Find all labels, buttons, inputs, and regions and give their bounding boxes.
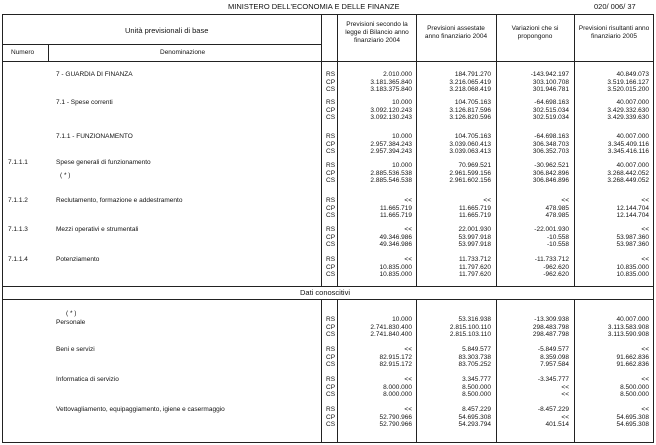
row-code: CS bbox=[326, 361, 336, 368]
value-cell: 306.842.896 bbox=[532, 169, 569, 177]
value-cell: 8.457.229 bbox=[462, 406, 491, 413]
value-cell: 91.662.836 bbox=[616, 361, 649, 368]
row-code: CP bbox=[326, 353, 336, 361]
value-cell: 53.997.918 bbox=[458, 241, 491, 248]
upb-name: Reclutamento, formazione e addestramento bbox=[56, 197, 183, 204]
value-cell: 70.969.521 bbox=[458, 162, 491, 169]
row-code: RS bbox=[326, 197, 336, 204]
row-code: CS bbox=[326, 331, 336, 338]
value-cell: 3.345.409.116 bbox=[607, 140, 649, 148]
value-cell: 53.997.918 bbox=[458, 233, 491, 241]
value-cell: 8.500.000 bbox=[620, 383, 649, 391]
value-cell: 40.007.000 bbox=[616, 99, 649, 106]
row-code: RS bbox=[326, 162, 336, 169]
row-code: CS bbox=[326, 271, 336, 278]
value-cell: 54.695.308 bbox=[616, 421, 649, 428]
value-cell: 2.815.100.110 bbox=[449, 323, 491, 331]
value-cell: 91.662.836 bbox=[616, 353, 649, 361]
value-cell: 82.915.172 bbox=[379, 361, 412, 368]
header-col1: Previsioni secondo la legge di Bilancio anno finanziario 2004 bbox=[345, 21, 409, 45]
value-cell: 40.007.000 bbox=[616, 316, 649, 323]
row-code: RS bbox=[326, 99, 336, 106]
border-left bbox=[2, 14, 3, 442]
value-cell: << bbox=[561, 383, 569, 391]
upb-name: 7.1.1 - FUNZIONAMENTO bbox=[56, 133, 133, 140]
value-cell: 53.316.938 bbox=[458, 316, 491, 323]
value-cell: 40.007.000 bbox=[616, 162, 649, 169]
row-code: RS bbox=[326, 376, 336, 383]
value-cell: << bbox=[641, 376, 649, 383]
upb-number: 7.1.1.2 bbox=[8, 197, 28, 204]
upb-name: Potenziamento bbox=[56, 256, 100, 263]
col-divider-4 bbox=[574, 14, 575, 286]
value-cell: 8.500.000 bbox=[462, 391, 491, 398]
value-cell: << bbox=[404, 346, 412, 353]
value-cell: 10.000 bbox=[392, 162, 412, 169]
value-cell: 3.268.442.052 bbox=[607, 169, 649, 177]
value-cell: -8.457.229 bbox=[537, 406, 569, 413]
header-denominazione: Denominazione bbox=[160, 49, 206, 56]
value-cell: 3.181.365.840 bbox=[370, 78, 412, 86]
row-code: CS bbox=[326, 148, 336, 155]
row-code: RS bbox=[326, 226, 336, 233]
value-cell: 306.348.703 bbox=[532, 140, 569, 148]
section-bottom-rule bbox=[2, 299, 654, 300]
value-cell: 104.705.163 bbox=[454, 99, 491, 106]
col-divider-1-lower bbox=[337, 299, 338, 442]
header-sub-rule bbox=[2, 44, 321, 45]
value-cell: 298.487.798 bbox=[532, 331, 569, 338]
value-cell: -13.309.938 bbox=[534, 316, 569, 323]
value-cell: << bbox=[404, 226, 412, 233]
value-cell: 2.957.394.243 bbox=[370, 148, 412, 155]
value-cell: 52.790.966 bbox=[379, 413, 412, 421]
value-cell: 3.113.590.908 bbox=[607, 331, 649, 338]
header-unita: Unità previsionali di base bbox=[125, 26, 209, 35]
row-code: RS bbox=[326, 71, 336, 78]
row-code: CS bbox=[326, 391, 336, 398]
value-cell: 2.741.830.400 bbox=[370, 323, 412, 331]
value-cell: 3.218.068.419 bbox=[449, 86, 491, 93]
value-cell: -64.698.163 bbox=[534, 99, 569, 106]
page-ref: 020/ 006/ 37 bbox=[594, 2, 636, 11]
value-cell: 298.483.798 bbox=[532, 323, 569, 331]
value-cell: 54.695.308 bbox=[458, 413, 491, 421]
value-cell: 22.001.930 bbox=[458, 226, 491, 233]
value-cell: 3.039.063.413 bbox=[449, 148, 491, 155]
value-cell: 3.268.449.052 bbox=[607, 177, 649, 184]
row-code: CP bbox=[326, 383, 336, 391]
row-code: RS bbox=[326, 346, 336, 353]
border-right bbox=[653, 14, 654, 442]
row-code: RS bbox=[326, 256, 336, 263]
value-cell: 401.514 bbox=[545, 421, 569, 428]
value-cell: << bbox=[404, 197, 412, 204]
value-cell: 83.705.252 bbox=[458, 361, 491, 368]
value-cell: 478.985 bbox=[545, 212, 569, 219]
value-cell: 8.000.000 bbox=[383, 391, 412, 398]
value-cell: 12.144.704 bbox=[616, 204, 649, 212]
value-cell: << bbox=[641, 256, 649, 263]
page-title: MINISTERO DELL'ECONOMIA E DELLE FINANZE bbox=[228, 2, 400, 11]
upb-number: 7.1.1.1 bbox=[8, 159, 28, 166]
value-cell: << bbox=[404, 406, 412, 413]
value-cell: 3.126.817.596 bbox=[449, 106, 491, 114]
value-cell: 306.352.703 bbox=[532, 148, 569, 155]
value-cell: 3.092.130.243 bbox=[370, 114, 412, 121]
value-cell: -962.620 bbox=[543, 271, 569, 278]
value-cell: 83.303.738 bbox=[458, 353, 491, 361]
row-code: CP bbox=[326, 204, 336, 212]
col-divider-codes-lower bbox=[321, 299, 322, 442]
value-cell: 3.345.777 bbox=[462, 376, 491, 383]
section-top-rule bbox=[2, 286, 654, 287]
value-cell: 54.695.308 bbox=[616, 413, 649, 421]
value-cell: 8.000.000 bbox=[383, 383, 412, 391]
value-cell: 3.126.820.596 bbox=[449, 114, 491, 121]
value-cell: 3.429.332.630 bbox=[607, 106, 649, 114]
value-cell: 82.915.172 bbox=[379, 353, 412, 361]
value-cell: << bbox=[561, 391, 569, 398]
upb-name: Beni e servizi bbox=[56, 346, 95, 353]
value-cell: 104.705.163 bbox=[454, 133, 491, 140]
col-divider-2 bbox=[416, 14, 417, 286]
value-cell: 11.665.719 bbox=[379, 212, 412, 219]
value-cell: << bbox=[641, 406, 649, 413]
row-code: RS bbox=[326, 316, 336, 323]
value-cell: -10.558 bbox=[546, 241, 569, 248]
value-cell: 10.835.000 bbox=[379, 263, 412, 271]
value-cell: 2.815.103.110 bbox=[449, 331, 491, 338]
value-cell: -5.849.577 bbox=[537, 346, 569, 353]
upb-name: Personale bbox=[56, 319, 86, 326]
value-cell: -3.345.777 bbox=[537, 376, 569, 383]
value-cell: 10.835.000 bbox=[379, 271, 412, 278]
row-code: CP bbox=[326, 78, 336, 86]
value-cell: -962.620 bbox=[543, 263, 569, 271]
upb-note: ( * ) bbox=[66, 310, 77, 317]
value-cell: 303.100.708 bbox=[532, 78, 569, 86]
header-col2: Previsioni assestate anno finanziario 2004 bbox=[424, 25, 488, 41]
upb-name: Informatica di servizio bbox=[56, 376, 119, 383]
upb-name: Vettovagliamento, equipaggiamento, igiene e casermaggio bbox=[56, 406, 225, 413]
row-code: RS bbox=[326, 406, 336, 413]
row-code: CS bbox=[326, 421, 336, 428]
col-divider-codes bbox=[321, 14, 322, 286]
value-cell: 3.520.015.200 bbox=[607, 86, 649, 93]
value-cell: 184.791.270 bbox=[454, 71, 491, 78]
value-cell: 3.183.375.840 bbox=[370, 86, 412, 93]
value-cell: 2.741.840.400 bbox=[370, 331, 412, 338]
value-cell: 10.000 bbox=[392, 133, 412, 140]
value-cell: 3.092.120.243 bbox=[370, 106, 412, 114]
value-cell: 11.665.719 bbox=[379, 204, 412, 212]
value-cell: 8.359.098 bbox=[540, 353, 569, 361]
value-cell: << bbox=[561, 197, 569, 204]
section-dati-conoscitivi: Dati conoscitivi bbox=[300, 288, 351, 297]
col-divider-2-lower bbox=[416, 299, 417, 442]
value-cell: 53.987.360 bbox=[616, 241, 649, 248]
value-cell: 10.835.000 bbox=[616, 263, 649, 271]
table-top-rule bbox=[2, 14, 654, 15]
upb-note: ( * ) bbox=[60, 172, 71, 179]
value-cell: << bbox=[404, 256, 412, 263]
upb-name: Spese generali di funzionamento bbox=[56, 159, 151, 166]
value-cell: -30.962.521 bbox=[534, 162, 569, 169]
header-numero: Numero bbox=[11, 49, 35, 56]
value-cell: 2.010.000 bbox=[383, 71, 412, 78]
upb-name: 7.1 - Spese correnti bbox=[56, 99, 113, 106]
value-cell: 306.846.896 bbox=[532, 177, 569, 184]
upb-name: 7 - GUARDIA DI FINANZA bbox=[56, 71, 133, 78]
value-cell: 2.885.536.538 bbox=[370, 169, 412, 177]
table-bottom-rule bbox=[2, 442, 654, 443]
value-cell: -143.942.197 bbox=[530, 71, 569, 78]
value-cell: << bbox=[641, 346, 649, 353]
row-code: CP bbox=[326, 263, 336, 271]
header-bottom-rule bbox=[2, 61, 654, 62]
value-cell: 11.665.719 bbox=[458, 212, 491, 219]
row-code: CS bbox=[326, 177, 336, 184]
value-cell: 3.113.583.908 bbox=[607, 323, 649, 331]
value-cell: 10.835.000 bbox=[616, 271, 649, 278]
row-code: CP bbox=[326, 233, 336, 241]
value-cell: 11.797.620 bbox=[458, 271, 491, 278]
row-code: RS bbox=[326, 133, 336, 140]
header-col4: Previsioni risultanti anno finanziario 2005 bbox=[578, 25, 650, 41]
col-divider-1 bbox=[337, 14, 338, 286]
row-code: CP bbox=[326, 413, 336, 421]
value-cell: -64.698.163 bbox=[534, 133, 569, 140]
value-cell: -10.558 bbox=[546, 233, 569, 241]
col-divider-3 bbox=[496, 14, 497, 286]
value-cell: 11.797.620 bbox=[458, 263, 491, 271]
value-cell: 3.345.416.116 bbox=[607, 148, 649, 155]
row-code: CS bbox=[326, 86, 336, 93]
upb-number: 7.1.1.3 bbox=[8, 226, 28, 233]
value-cell: 52.790.966 bbox=[379, 421, 412, 428]
row-code: CP bbox=[326, 169, 336, 177]
value-cell: 3.429.339.630 bbox=[607, 114, 649, 121]
upb-name: Mezzi operativi e strumentali bbox=[56, 226, 139, 233]
value-cell: 10.000 bbox=[392, 316, 412, 323]
value-cell: 301.946.781 bbox=[532, 86, 569, 93]
upb-number: 7.1.1.4 bbox=[8, 256, 28, 263]
value-cell: 3.039.060.413 bbox=[449, 140, 491, 148]
value-cell: 8.500.000 bbox=[620, 391, 649, 398]
value-cell: 2.957.384.243 bbox=[370, 140, 412, 148]
value-cell: 53.987.360 bbox=[616, 233, 649, 241]
row-code: CP bbox=[326, 140, 336, 148]
value-cell: << bbox=[404, 376, 412, 383]
value-cell: 11.665.719 bbox=[458, 204, 491, 212]
value-cell: 2.961.599.156 bbox=[449, 169, 491, 177]
row-code: CP bbox=[326, 323, 336, 331]
col-divider-4-lower bbox=[574, 299, 575, 442]
value-cell: 3.519.166.127 bbox=[607, 78, 649, 86]
value-cell: << bbox=[561, 413, 569, 421]
value-cell: 40.007.000 bbox=[616, 133, 649, 140]
value-cell: 49.346.986 bbox=[379, 241, 412, 248]
row-code: CS bbox=[326, 212, 336, 219]
col-divider-3-lower bbox=[496, 299, 497, 442]
value-cell: 11.733.712 bbox=[458, 256, 491, 263]
value-cell: 2.885.546.538 bbox=[370, 177, 412, 184]
value-cell: 54.293.794 bbox=[458, 421, 491, 428]
value-cell: 12.144.704 bbox=[616, 212, 649, 219]
header-col3: Variazioni che si propongono bbox=[511, 25, 559, 41]
value-cell: 10.000 bbox=[392, 99, 412, 106]
value-cell: 40.849.073 bbox=[616, 71, 649, 78]
value-cell: 3.216.065.419 bbox=[449, 78, 491, 86]
row-code: CS bbox=[326, 114, 336, 121]
value-cell: 478.985 bbox=[545, 204, 569, 212]
value-cell: << bbox=[483, 197, 491, 204]
row-code: CS bbox=[326, 241, 336, 248]
row-code: CP bbox=[326, 106, 336, 114]
value-cell: << bbox=[641, 197, 649, 204]
value-cell: -22.001.930 bbox=[534, 226, 569, 233]
value-cell: 302.515.034 bbox=[532, 106, 569, 114]
value-cell: << bbox=[641, 226, 649, 233]
value-cell: 5.849.577 bbox=[462, 346, 491, 353]
value-cell: 2.961.602.156 bbox=[449, 177, 491, 184]
value-cell: 8.500.000 bbox=[462, 383, 491, 391]
col-divider-numero bbox=[48, 44, 49, 61]
value-cell: 49.346.986 bbox=[379, 233, 412, 241]
value-cell: 7.957.584 bbox=[540, 361, 569, 368]
value-cell: 302.519.034 bbox=[532, 114, 569, 121]
value-cell: -11.733.712 bbox=[534, 256, 569, 263]
